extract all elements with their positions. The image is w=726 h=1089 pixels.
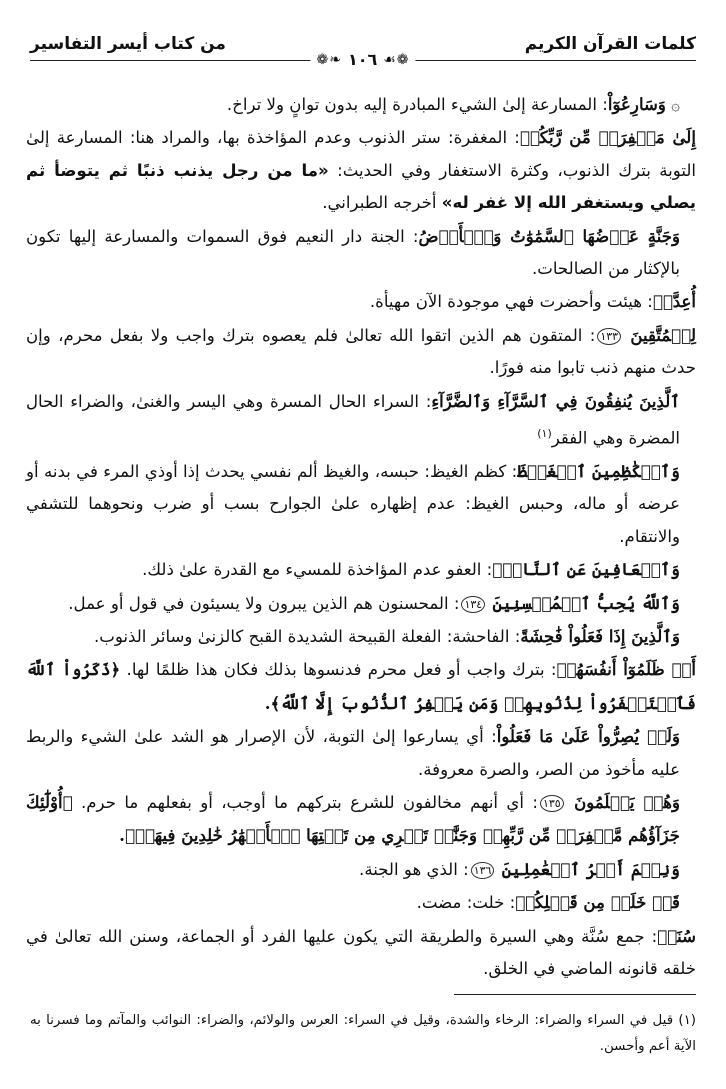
entry-text: : الذي هو الجنة. [359, 859, 469, 879]
entry [26, 553, 696, 586]
page-number-ornament [310, 50, 415, 69]
entry-text-tail: أخرجه الطبراني. [322, 193, 442, 213]
entry [26, 620, 696, 653]
ornament-left-icon: ❁❧ [316, 51, 342, 68]
quran-term: وَنِعۡمَ أَجۡرُ ٱلۡعَٰمِلِينَ [501, 858, 680, 879]
footnote-number: (١) [678, 1013, 696, 1028]
quran-term: ٱلَّذِينَ يُنفِقُونَ فِي ٱلسَّرَّآءِ وَٱلضَّرَّآءِ [431, 390, 680, 411]
quran-term: لِلۡمُتَّقِينَ [630, 324, 696, 345]
entry-text: : المتقون هم الذين اتقوا الله تعالىٰ فلم يعصوه بترك واجب ولا بفعل محرم، وإن حدث منهم ذنب تابوا منه فورًا. [26, 325, 696, 378]
entry-text: : جمع سُنَّة وهي السيرة والطريقة التي يكون عليها الفرد أو الجماعة، وسنن الله تعالىٰ في خلقه قانونه الماضي في الخلق. [26, 926, 696, 979]
quran-quote: ﴿أُوْلَٰٓئِكَ جَزَآؤُهُم مَّغۡفِرَةٞ مِّن رَّبِّهِمۡ وَجَنَّٰتٞ تَجۡرِي مِن تَحۡتِهَا ٱلۡأَنۡهَٰرُ خَٰلِدِينَ فِيهَاۚ﴾. [26, 792, 680, 846]
quran-term: وَجَنَّةٍ عَرۡضُهَا ٱلسَّمَٰوَٰتُ وَٱلۡأَرۡضُ [418, 225, 680, 246]
entry [26, 220, 696, 286]
entry [26, 853, 696, 886]
quran-term: قَدۡ خَلَتۡ مِن قَبۡلِكُمۡ [515, 892, 680, 913]
footnote-text: قيل في السراء والضراء: الرخاء والشدة، وقيل في السراء: العرس والولائم، والضراء: النوائب والمآتم وما فسرنا به الآية أعم وأحسن. [30, 1013, 696, 1054]
entry-text: : الفاحشة: الفعلة القبيحة الشديدة القبح كالزنىٰ وسائر الذنوب. [93, 627, 521, 647]
entry [26, 920, 696, 986]
quran-term: أَوۡ ظَلَمُوٓاْ أَنفُسَهُمۡ [556, 659, 696, 680]
quran-quote: ﴿ذَكَرُواْ ٱللَّهَ فَٱسۡتَغۡفَرُواْ لِذُنُوبِهِمۡ وَمَن يَغۡفِرُ ٱلذُّنُوبَ إِلَّا ٱللَّهُ﴾. [26, 659, 696, 713]
quran-term: وَٱلۡكَٰظِمِينَ ٱلۡغَيۡظَ [517, 461, 680, 481]
entry [26, 121, 696, 219]
footnote-ref[interactable]: (١) [537, 427, 552, 441]
verse-number: ١٣٦ [471, 862, 495, 879]
quran-term: وَسَارِعُوٓاْ [607, 94, 666, 114]
book-title: كلمات القرآن الكريم [524, 34, 696, 54]
entry [26, 285, 696, 318]
ornament-right-icon: ☙❁ [383, 51, 410, 68]
entry-text: : المحسنون هم الذين يبرون ولا يسيئون في قول أو عمل. [68, 593, 460, 613]
hadith-text: «ما من رجل يذنب ذنبًا ثم يتوضأ ثم يصلي ويستغفر الله إلا غفر له» [26, 160, 696, 213]
quran-term: أُعِدَّتۡ [652, 291, 696, 312]
quran-term: وَٱلَّذِينَ إِذَا فَعَلُواْ فَٰحِشَةً [520, 626, 680, 647]
entry [26, 88, 696, 121]
entry [26, 319, 696, 385]
entry-text: : المغفرة: ستر الذنوب وعدم المؤاخذة بها، والمراد هنا: المسارعة إلىٰ التوبة بترك الذنوب، وكثرة الاستغفار وفي الحديث: [26, 128, 696, 180]
rub-el-hizb-icon: ۞ [671, 96, 680, 114]
quran-term: وَهُمۡ يَعۡلَمُونَ [574, 792, 681, 813]
quran-term: وَلَمۡ يُصِرُّواْ عَلَىٰ مَا فَعَلُواْ [496, 726, 680, 747]
entry-text: : بترك واجب أو فعل محرم فدنسوها بذلك فكان هذا ظلمًا لها. [120, 660, 557, 680]
entry-text: : هيئت وأحضرت فهي موجودة الآن مهيأة. [369, 292, 653, 312]
quran-term: وَٱلۡعَافِينَ عَنِ ٱلنَّاسِۗ [492, 559, 680, 580]
verse-number: ١٣٣ [597, 328, 621, 345]
entry [26, 653, 696, 720]
entry-text: : خلت: مضت. [416, 893, 516, 913]
entry-text: : المسارعة إلىٰ الشيء المبادرة إليه بدون توانٍ ولا تراخ. [226, 95, 608, 114]
page-header [30, 34, 696, 84]
source-title: من كتاب أيسر التفاسير [30, 34, 226, 54]
footnote [30, 1008, 696, 1060]
entry [26, 455, 696, 553]
quran-term: وَٱللَّهُ يُحِبُّ ٱلۡمُحۡسِنِينَ [492, 592, 680, 613]
page-body [26, 88, 696, 986]
entry [26, 886, 696, 919]
entry [26, 786, 696, 853]
entry-text: : كظم الغيظ: حبسه، والغيظ ألم نفسي يحدث إذا أوذي المرء في بدنه أو عرضه أو ماله، وحبس الغيظ: عدم إظهاره علىٰ الجوارح بسب أو ضرب ونحوهما للتشفي والانتقام. [26, 462, 680, 546]
entry-text: : أي يسارعوا إلىٰ التوبة، لأن الإصرار هو الشد علىٰ الشيء والربط عليه مأخوذ من الصر، والصرة معروفة. [26, 727, 680, 779]
quran-term: إِلَىٰ مَغۡفِرَةٖ مِّن رَّبِّكُمۡ [519, 127, 696, 148]
quran-term: سُنَنٞ [657, 925, 696, 946]
entry [26, 720, 696, 786]
page-number: ١٠٦ [347, 50, 378, 69]
entry-text: : العفو عدم المؤاخذة للمسيء مع القدرة علىٰ ذلك. [142, 560, 493, 580]
entry-text: : السراء الحال المسرة وهي اليسر والغنىٰ، والضراء الحال المضرة وهي الفقر [26, 391, 680, 448]
verse-number: ١٣٤ [461, 596, 485, 613]
footnote-rule [454, 994, 696, 995]
entry [26, 385, 696, 455]
entry-text: : الجنة دار النعيم فوق السموات والمسارعة إليها تكون بالإكثار من الصالحات. [26, 226, 680, 279]
entry [26, 587, 696, 620]
verse-number: ١٣٥ [540, 795, 564, 812]
entry-text: : أي أنهم مخالفون للشرع بتركهم ما أوجب، أو بفعلهم ما حرم. [72, 793, 538, 813]
